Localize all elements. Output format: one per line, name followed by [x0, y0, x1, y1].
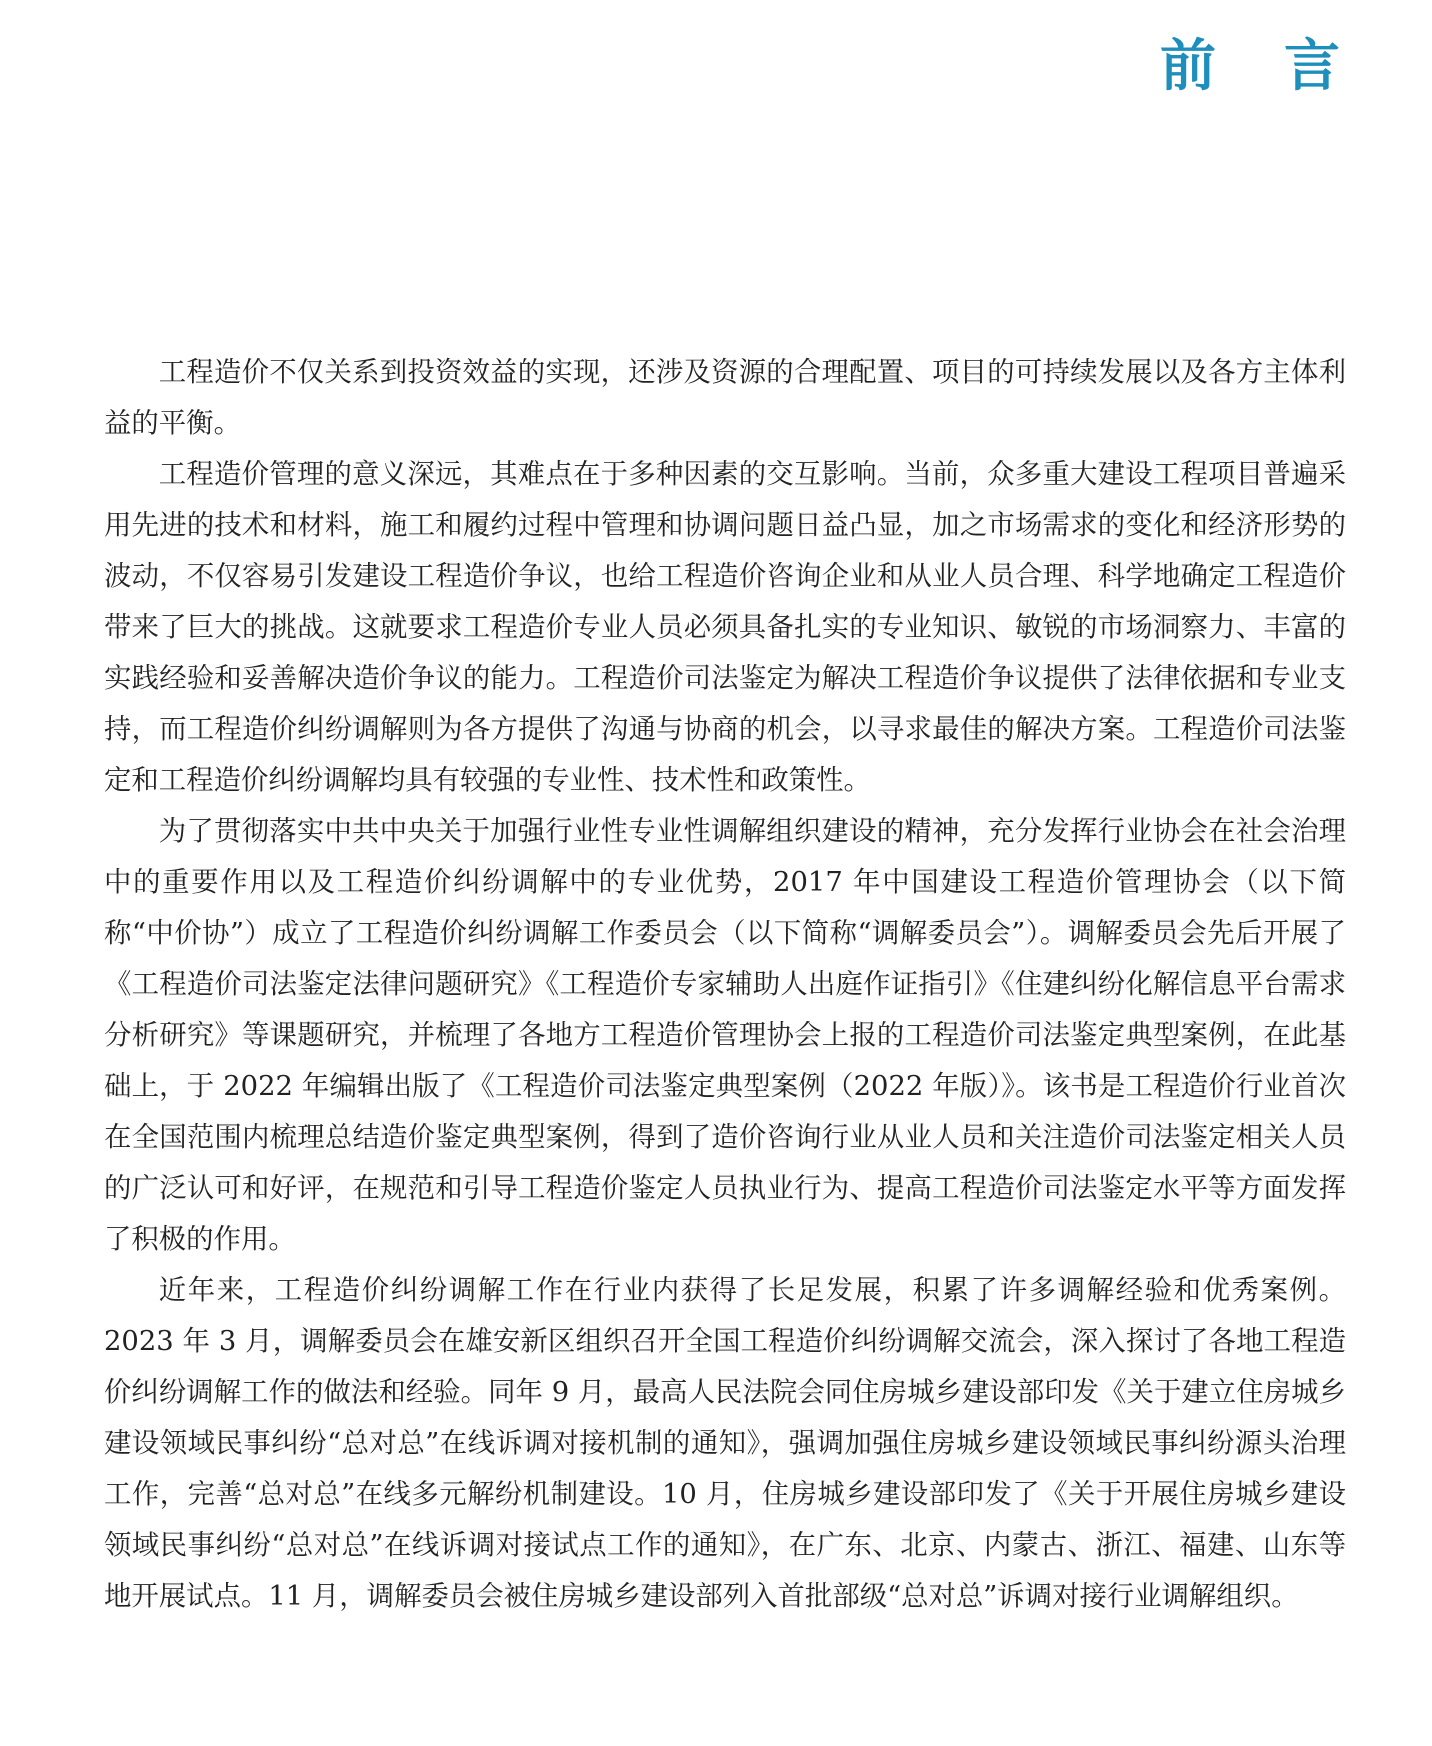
- paragraph: 近年来，工程造价纠纷调解工作在行业内获得了长足发展，积累了许多调解经验和优秀案例。2023 年 3 月，调解委员会在雄安新区组织召开全国工程造价纠纷调解交流会，深入探讨了各地工程造价纠纷调解工作的做法和经验。同年 9 月，最高人民法院会同住房城乡建设部印发《关于建立住房城乡建设领域民事纠纷“总对总”在线诉调对接机制的通知》，强调加强住房城乡建设领域民事纠纷源头治理工作，完善“总对总”在线多元解纷机制建设。10 月，住房城乡建设部印发了《关于开展住房城乡建设领域民事纠纷“总对总”在线诉调对接试点工作的通知》，在广东、北京、内蒙古、浙江、福建、山东等地开展试点。11 月，调解委员会被住房城乡建设部列入首批部级“总对总”诉调对接行业调解组织。: [104, 1275, 1346, 1612]
- page-title: 前言: [1160, 33, 1408, 99]
- preface-body: [104, 347, 1346, 1622]
- paragraph: 工程造价管理的意义深远，其难点在于多种因素的交互影响。当前，众多重大建设工程项目普遍采用先进的技术和材料，施工和履约过程中管理和协调问题日益凸显，加之市场需求的变化和经济形势的波动，不仅容易引发建设工程造价争议，也给工程造价咨询企业和从业人员合理、科学地确定工程造价带来了巨大的挑战。这就要求工程造价专业人员必须具备扎实的专业知识、敏锐的市场洞察力、丰富的实践经验和妥善解决造价争议的能力。工程造价司法鉴定为解决工程造价争议提供了法律依据和专业支持，而工程造价纠纷调解则为各方提供了沟通与协商的机会，以寻求最佳的解决方案。工程造价司法鉴定和工程造价纠纷调解均具有较强的专业性、技术性和政策性。: [104, 459, 1346, 796]
- paragraph: 工程造价不仅关系到投资效益的实现，还涉及资源的合理配置、项目的可持续发展以及各方主体利益的平衡。: [104, 357, 1346, 439]
- paragraph: 为了贯彻落实中共中央关于加强行业性专业性调解组织建设的精神，充分发挥行业协会在社会治理中的重要作用以及工程造价纠纷调解中的专业优势，2017 年中国建设工程造价管理协会（以下简称“中价协”）成立了工程造价纠纷调解工作委员会（以下简称“调解委员会”）。调解委员会先后开展了《工程造价司法鉴定法律问题研究》《工程造价专家辅助人出庭作证指引》《住建纠纷化解信息平台需求分析研究》等课题研究，并梳理了各地方工程造价管理协会上报的工程造价司法鉴定典型案例，在此基础上，于 2022 年编辑出版了《工程造价司法鉴定典型案例（2022 年版）》。该书是工程造价行业首次在全国范围内梳理总结造价鉴定典型案例，得到了造价咨询行业从业人员和关注造价司法鉴定相关人员的广泛认可和好评，在规范和引导工程造价鉴定人员执业行为、提高工程造价司法鉴定水平等方面发挥了积极的作用。: [104, 816, 1346, 1255]
